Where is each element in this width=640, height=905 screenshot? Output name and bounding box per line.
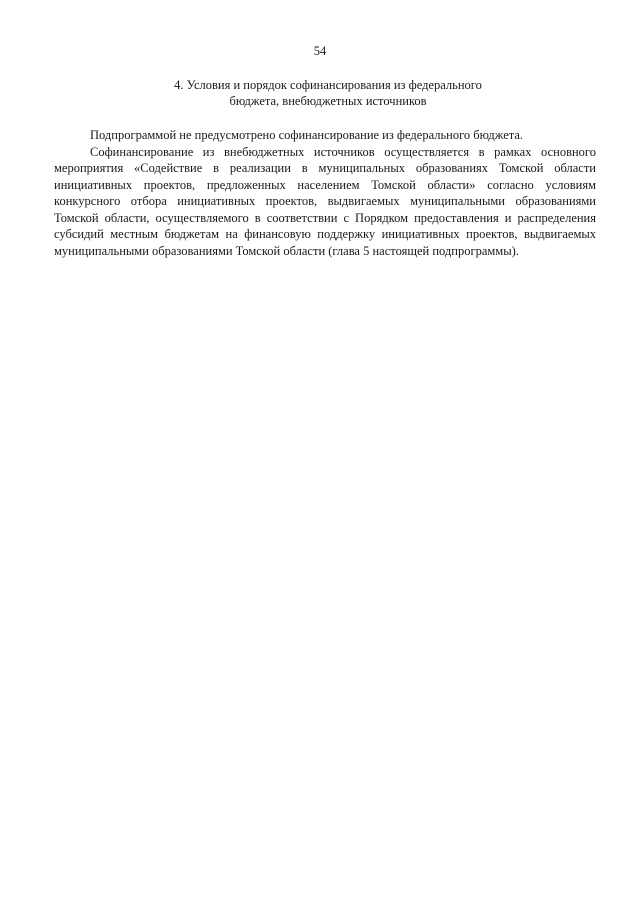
paragraph-extrabudgetary-sources: Софинансирование из внебюджетных источников осуществляется в рамках основного мероприятия «Содействие в реализации в муниципальных образованиях Томской области инициативных проектов, предложенных населением Томской области» согласно условиям конкурсного отбора инициативных проектов, выдвигаемых муниципальными образованиями Томской области, осуществляемого в соответствии с Порядком предоставления и распределения субсидий местным бюджетам на финансовую поддержку инициативных проектов, выдвигаемых муниципальными образованиями Томской области (глава 5 настоящей подпрограммы). <box>54 144 596 258</box>
section-title-line-2: бюджета, внебюджетных источников <box>229 94 427 108</box>
paragraph-federal-budget: Подпрограммой не предусмотрено софинансирование из федерального бюджета. <box>90 128 524 142</box>
page-number: 54 <box>313 44 327 58</box>
section-body <box>54 127 596 259</box>
section-title-line-1: 4. Условия и порядок софинансирования из федерального <box>174 78 482 92</box>
section-title <box>60 77 596 109</box>
